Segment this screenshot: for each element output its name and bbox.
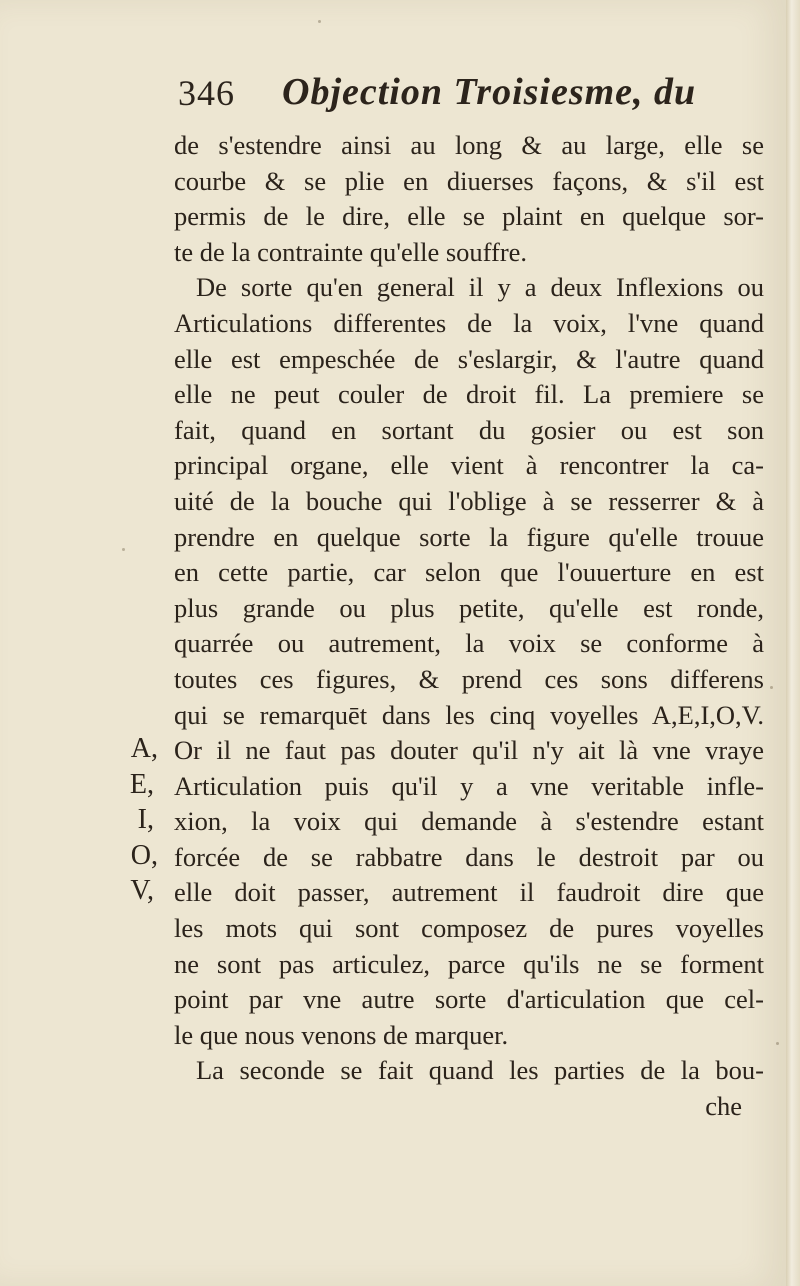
margin-note: O, bbox=[130, 839, 158, 871]
margin-note: A, bbox=[130, 733, 158, 764]
text-line: prendre en quelque sorte la figure qu'elle trouue bbox=[174, 521, 764, 552]
text-line: le que nous venons de marquer. bbox=[174, 1019, 509, 1050]
text-line: quarrée ou autrement, la voix se conforme à bbox=[174, 628, 764, 659]
text-line: point par vne autre sorte d'articulation que cel- bbox=[174, 984, 764, 1015]
running-head bbox=[178, 70, 738, 120]
margin-note: E, bbox=[129, 768, 154, 800]
text-line: forcée de se rabbatre dans le destroit par ou bbox=[174, 841, 764, 872]
text-line: uité de la bouche qui l'oblige à se resserrer & à bbox=[174, 485, 764, 516]
text-line: permis de le dire, elle se plaint en quelque sor- bbox=[174, 201, 764, 232]
text-line: elle est empeschée de s'eslargir, & l'autre quand bbox=[174, 343, 764, 374]
catchword: che bbox=[705, 1091, 742, 1122]
text-line: De sorte qu'en general il y a deux Inflexions ou bbox=[196, 272, 764, 303]
text-line: elle ne peut couler de droit fil. La premiere se bbox=[174, 379, 764, 410]
text-line: Or il ne faut pas douter qu'il n'y ait là vne vraye bbox=[174, 735, 764, 766]
text-line: te de la contrainte qu'elle souffre. bbox=[174, 236, 528, 267]
text-line: ne sont pas articulez, parce qu'ils ne se forment bbox=[174, 948, 764, 979]
margin-note: I, bbox=[137, 804, 154, 836]
text-line: plus grande ou plus petite, qu'elle est ronde, bbox=[174, 592, 764, 623]
text-line: elle doit passer, autrement il faudroit dire que bbox=[174, 877, 764, 908]
text-line: en cette partie, car selon que l'ouuerture en est bbox=[174, 557, 764, 588]
text-line: xion, la voix qui demande à s'estendre estant bbox=[174, 806, 764, 837]
page-edge bbox=[786, 0, 800, 1286]
text-line: toutes ces figures, & prend ces sons differens bbox=[174, 663, 764, 694]
text-line: qui se remarquēt dans les cinq voyelles A,E,I,O,V. bbox=[174, 699, 764, 730]
text-line: fait, quand en sortant du gosier ou est son bbox=[174, 414, 764, 445]
text-line: principal organe, elle vient à rencontrer la ca- bbox=[174, 450, 764, 481]
text-line: La seconde se fait quand les parties de la bou- bbox=[196, 1055, 764, 1086]
body-text bbox=[174, 128, 764, 1125]
text-line: courbe & se plie en diuerses façons, & s'il est bbox=[174, 165, 764, 196]
page-number: 346 bbox=[178, 73, 235, 113]
text-line: les mots qui sont composez de pures voyelles bbox=[174, 913, 764, 944]
running-title: Objection Troisiesme, du bbox=[282, 71, 697, 113]
margin-notes bbox=[110, 731, 158, 909]
text-line: Articulations differentes de la voix, l'vne quand bbox=[174, 307, 764, 338]
margin-note: V, bbox=[130, 875, 154, 907]
text-line: de s'estendre ainsi au long & au large, elle se bbox=[174, 130, 764, 160]
text-line: Articulation puis qu'il y a vne veritable infle- bbox=[174, 770, 764, 801]
